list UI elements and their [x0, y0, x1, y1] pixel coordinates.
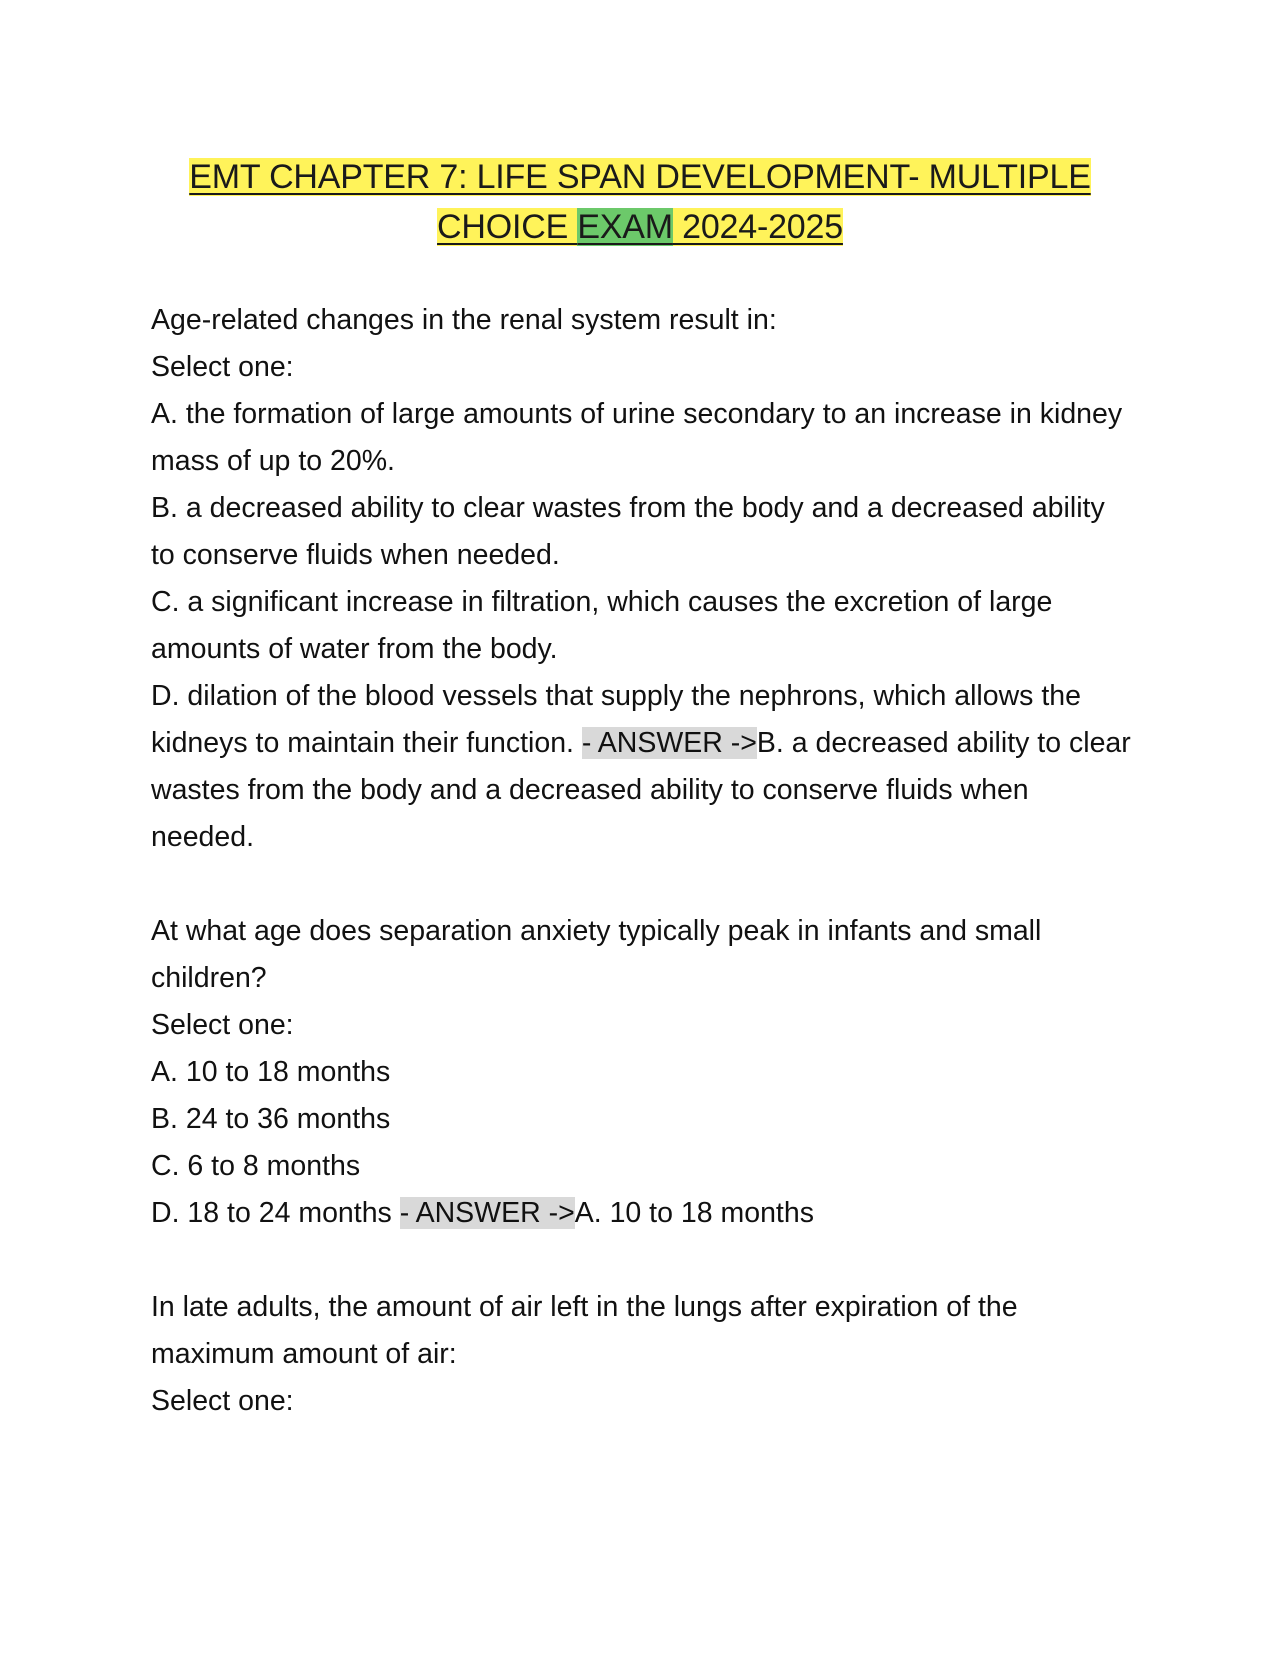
- option-d-with-answer: [151, 1190, 1131, 1237]
- question-text: At what age does separation anxiety typically peak in infants and small children?: [151, 915, 1042, 994]
- question-3: [151, 1284, 1131, 1425]
- select-one-prompt: Select one:: [151, 1385, 294, 1417]
- answer-marker: - ANSWER ->: [399, 1197, 575, 1229]
- option-d: D. 18 to 24 months: [151, 1197, 400, 1229]
- option-b: B. a decreased ability to clear wastes from the body and a decreased ability to conserve fluids when needed.: [151, 492, 1105, 571]
- question-2: [151, 908, 1131, 1237]
- option-a: A. 10 to 18 months: [151, 1056, 391, 1088]
- question-1: [151, 297, 1131, 861]
- answer-marker: - ANSWER ->: [581, 727, 757, 759]
- option-d-with-answer: [151, 673, 1131, 861]
- title-line-2-start: CHOICE: [437, 208, 578, 246]
- option-c: C. 6 to 8 months: [151, 1150, 361, 1182]
- answer-text: A. 10 to 18 months: [574, 1197, 814, 1229]
- title-line-2-end: 2024-2025: [672, 208, 843, 246]
- document-title: [150, 152, 1130, 252]
- option-d: D. dilation of the blood vessels that supply the nephrons, which allows the kidneys to maintain their function.: [151, 680, 1081, 759]
- answer-text: B. a decreased ability to clear wastes from the body and a decreased ability to conserve fluids when needed.: [151, 727, 1131, 853]
- title-line-1: EMT CHAPTER 7: LIFE SPAN DEVELOPMENT- MULTIPLE: [189, 158, 1091, 196]
- question-text: In late adults, the amount of air left in the lungs after expiration of the maximum amount of air:: [151, 1291, 1018, 1370]
- option-a: A. the formation of large amounts of urine secondary to an increase in kidney mass of up to 20%.: [151, 398, 1123, 477]
- select-one-prompt: Select one:: [151, 1009, 294, 1041]
- document-body: [151, 297, 1131, 1472]
- select-one-prompt: Select one:: [151, 351, 294, 383]
- title-highlight-exam: EXAM: [577, 208, 673, 246]
- option-b: B. 24 to 36 months: [151, 1103, 391, 1135]
- option-c: C. a significant increase in filtration, which causes the excretion of large amounts of water from the body.: [151, 586, 1053, 665]
- question-text: Age-related changes in the renal system result in:: [151, 304, 777, 336]
